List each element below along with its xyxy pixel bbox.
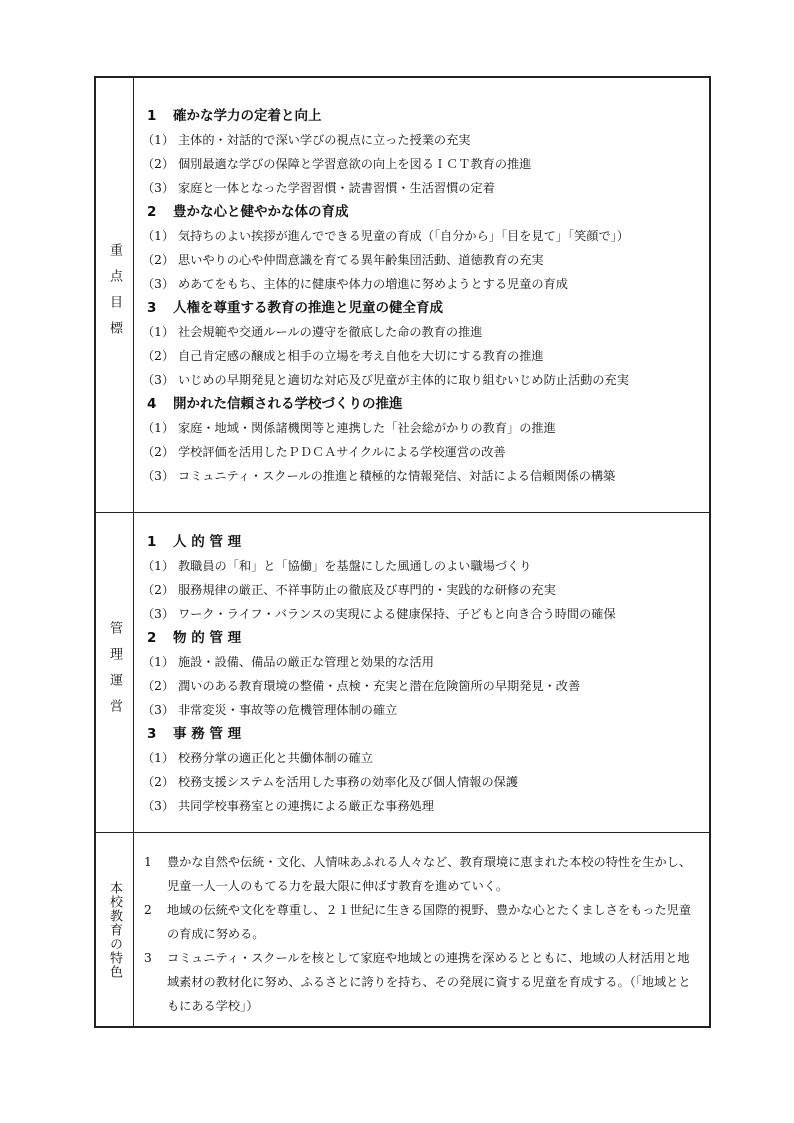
list-item: （3） コミュニティ・スクールの推進と積極的な情報発信、対話による信頼関係の構築 [142, 469, 616, 483]
list-item: （2） 服務規律の厳正、不祥事防止の徹底及び専門的・実践的な研修の充実 [142, 583, 556, 597]
list-item: （1） 家庭・地域・関係諸機関等と連携した「社会総がかりの教育」の推進 [142, 421, 556, 435]
list-item: （1） 気持ちのよい挨拶が進んでできる児童の育成（「自分から」「目を見て」「笑顔で」） [142, 229, 629, 243]
section-label-cell [96, 513, 134, 833]
group-heading: 2 豊かな心と健やかな体の育成 [147, 204, 349, 220]
section-label-cell [96, 78, 134, 512]
list-item: （3） めあてをもち、主体的に健康や体力の増進に努めようとする児童の育成 [142, 277, 568, 291]
group-heading: 3 事 務 管 理 [147, 726, 242, 742]
list-item: （1） 主体的・対話的で深い学びの視点に立った授業の充実 [142, 133, 471, 147]
section-school-features [96, 832, 709, 1026]
section-priority-goals [96, 78, 709, 512]
list-item: （2） 自己肯定感の醸成と相手の立場を考え自他を大切にする教育の推進 [142, 349, 544, 363]
list-item: （3） いじめの早期発見と適切な対応及び児童が主体的に取り組むいじめ防止活動の充実 [142, 373, 629, 387]
section-management [96, 512, 709, 833]
group-heading: 1 人 的 管 理 [147, 534, 242, 550]
list-item: （2） 思いやりの心や仲間意識を育てる異年齢集団活動、道徳教育の充実 [142, 253, 544, 267]
list-item: （1） 校務分掌の適正化と共働体制の確立 [142, 751, 373, 765]
paragraph: 2 地域の伝統や文化を尊重し、２１世紀に生きる国際的視野、豊かな心とたくましさをもった児童の育成に努める。 [144, 903, 692, 941]
list-item: （2） 校務支援システムを活用した事務の効率化及び個人情報の保護 [142, 775, 519, 789]
list-item: （2） 潤いのある教育環境の整備・点検・充実と潜在危険箇所の早期発見・改善 [142, 679, 581, 693]
group-heading: 2 物 的 管 理 [147, 630, 242, 646]
group-heading: 3 人権を尊重する教育の推進と児童の健全育成 [147, 300, 443, 316]
list-item: （1） 教職員の「和」と「協働」を基盤にした風通しのよい職場づくり [142, 559, 532, 573]
list-item: （3） 家庭と一体となった学習習慣・読書習慣・生活習慣の定着 [142, 181, 495, 195]
section-label: 重点目標 [107, 243, 122, 347]
section-content [142, 104, 703, 488]
paragraph: 1 豊かな自然や伝統・文化、人情味あふれる人々など、教育環境に恵まれた本校の特性を生かし、児童一人一人のもてる力を最大限に伸ばす教育を進めていく。 [144, 855, 692, 893]
section-content [142, 530, 703, 818]
list-item: （2） 個別最適な学びの保障と学習意欲の向上を図るＩＣＴ教育の推進 [142, 157, 532, 171]
list-item: （1） 社会規範や交通ルールの遵守を徹底した命の教育の推進 [142, 325, 483, 339]
section-label: 管理運営 [107, 621, 122, 725]
group-heading: 1 確かな学力の定着と向上 [147, 108, 322, 124]
group-heading: 4 開かれた信頼される学校づくりの推進 [147, 396, 403, 412]
paragraph: 3 コミュニティ・スクールを核として家庭や地域との連携を深めるとともに、地域の人材活用と地域素材の教材化に努め、ふるさとに誇りを持ち、その発展に資する児童を育成する。（「地域とともにある学校」） [144, 951, 691, 1013]
section-label-cell [96, 833, 134, 1026]
section-label: 本校教育の特色 [107, 880, 122, 979]
school-plan-table [94, 76, 711, 1028]
section-content [140, 850, 701, 1018]
list-item: （3） ワーク・ライフ・バランスの実現による健康保持、子どもと向き合う時間の確保 [142, 607, 616, 621]
list-item: （1） 施設・設備、備品の厳正な管理と効果的な活用 [142, 655, 434, 669]
list-item: （3） 共同学校事務室との連携による厳正な事務処理 [142, 799, 434, 813]
list-item: （2） 学校評価を活用したＰＤＣＡサイクルによる学校運営の改善 [142, 445, 506, 459]
list-item: （3） 非常変災・事故等の危機管理体制の確立 [142, 703, 398, 717]
